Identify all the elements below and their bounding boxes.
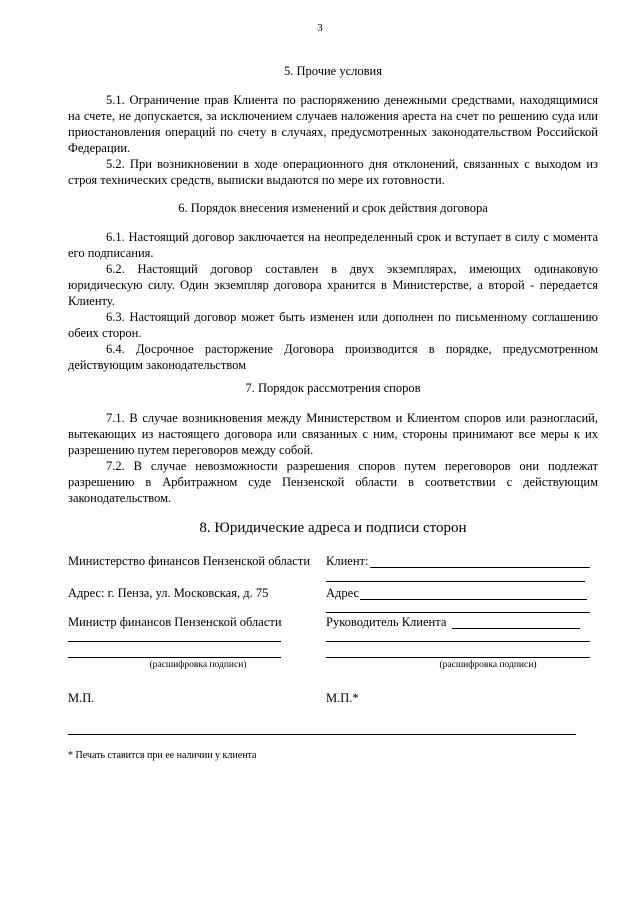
ministry-address: Адрес: г. Пенза, ул. Московская, д. 75 xyxy=(68,586,269,600)
section-7-body xyxy=(68,410,598,506)
client-address-label: Адрес xyxy=(326,586,360,600)
paragraph-6-2: 6.2. Настоящий договор составлен в двух экземплярах, имеющих одинаковую юридическую силу. Один экземпляр договора хранится в Министерстве, а второй - передается Клиенту. xyxy=(68,262,598,308)
client-decode-caption: (расшифровка подписи) xyxy=(439,660,537,670)
paragraph-6-4: 6.4. Досрочное расторжение Договора производится в порядке, предусмотренном действующим законодательством xyxy=(68,342,598,372)
ministry-signer-title: Министр финансов Пензенской области xyxy=(68,615,282,629)
client-signer-title: Руководитель Клиента xyxy=(326,615,447,629)
paragraph-7-1: 7.1. В случае возникновения между Министерством и Клиентом споров или разногласий, вытекающих из настоящего договора или связанных с ним, стороны принимают все меры к их разрешению путем переговоров между собой. xyxy=(68,411,598,457)
section-5-body xyxy=(68,92,598,188)
client-signer-field[interactable] xyxy=(452,628,580,629)
client-label: Клиент: xyxy=(326,554,369,568)
paragraph-6-1: 6.1. Настоящий договор заключается на неопределенный срок и вступает в силу с момента его подписания. xyxy=(68,230,598,260)
client-address-line-2 xyxy=(326,612,590,613)
client-decode-line xyxy=(326,657,590,658)
footnote: * Печать ставится при ее наличии у клиента xyxy=(68,750,257,761)
ministry-signature-line xyxy=(68,641,281,642)
ministry-decode-caption: (расшифровка подписи) xyxy=(149,660,247,670)
paragraph-6-3: 6.3. Настоящий договор может быть изменен или дополнен по письменному соглашению обеих сторон. xyxy=(68,310,598,340)
paragraph-5-1: 5.1. Ограничение прав Клиента по распоряжению денежными средствами, находящимися на счете, не допускается, за исключением случаев наложения ареста на счет по решению суда или приостановления операций по счету в случаях, предусмотренных законодательством Российской Федерации. xyxy=(68,93,598,155)
section-7-title: 7. Порядок рассмотрения споров xyxy=(245,381,421,395)
ministry-stamp: М.П. xyxy=(68,691,95,705)
footnote-separator xyxy=(68,734,576,735)
section-6-title: 6. Порядок внесения изменений и срок действия договора xyxy=(178,201,488,215)
client-signature-line xyxy=(326,641,590,642)
section-5-title: 5. Прочие условия xyxy=(284,64,382,78)
client-stamp: М.П.* xyxy=(326,691,359,705)
paragraph-7-2: 7.2. В случае невозможности разрешения споров путем переговоров они подлежат разрешению в Арбитражном суде Пензенской области в соответствии с действующим законодательством. xyxy=(68,459,598,505)
client-address-field[interactable] xyxy=(360,599,587,600)
client-name-field[interactable] xyxy=(370,567,590,568)
client-name-line-2 xyxy=(326,581,585,582)
section-8-title: 8. Юридические адреса и подписи сторон xyxy=(199,520,467,536)
ministry-name: Министерство финансов Пензенской области xyxy=(68,554,311,568)
paragraph-5-2: 5.2. При возникновении в ходе операционного дня отклонений, связанных с выходом из строя технических средств, выписки выдаются по мере их готовности. xyxy=(68,157,598,187)
page-number: 3 xyxy=(317,22,323,34)
section-6-body xyxy=(68,229,598,373)
ministry-decode-line xyxy=(68,657,281,658)
